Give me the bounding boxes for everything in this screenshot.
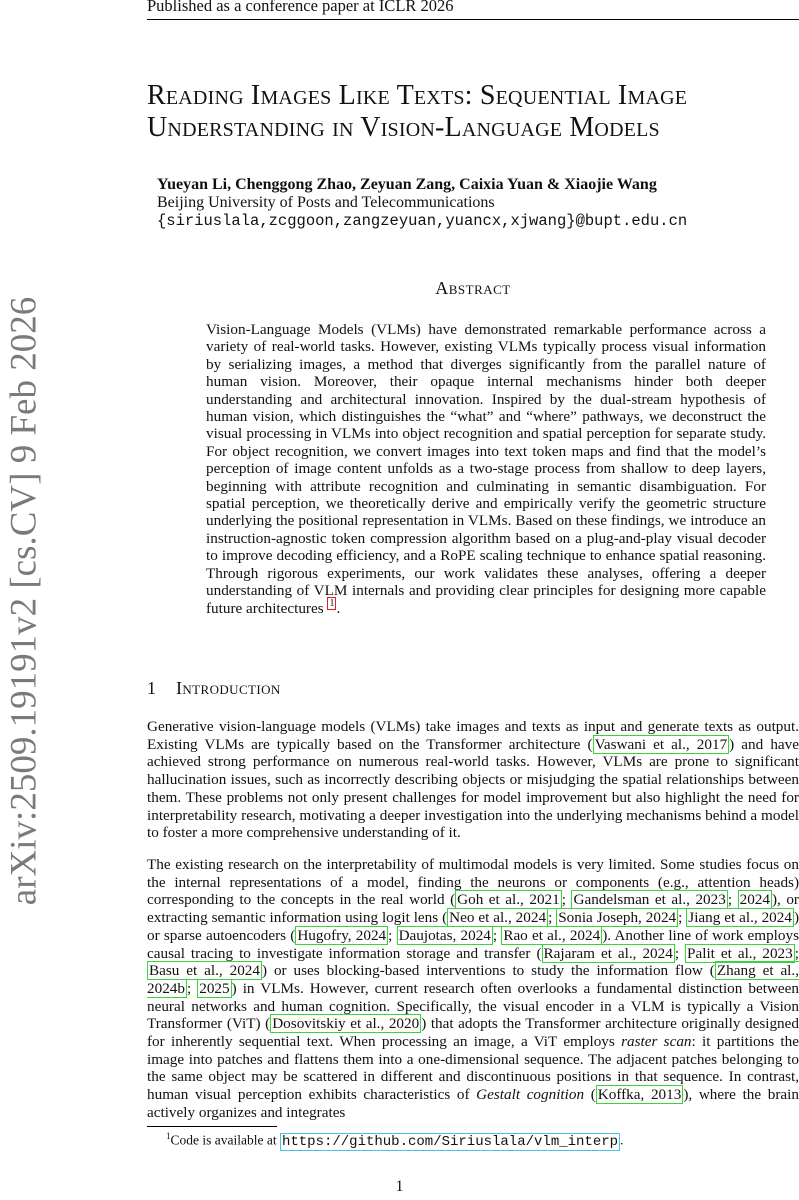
intro-paragraph-2 — [147, 856, 799, 1122]
citation-link[interactable]: Neo et al., 2024 — [449, 909, 547, 927]
abstract-end: . — [336, 599, 341, 617]
title-line-1: Reading Images Like Texts: Sequential Image — [147, 80, 688, 111]
affiliation: Beijing University of Posts and Telecommunications — [157, 194, 495, 211]
text-span: ; — [678, 909, 687, 927]
text-span: ) or sparse autoencoders ( — [147, 909, 799, 944]
text-span: ) and have achieved strong performance on numerous real-world tasks. However, VLMs are prone to significant hallucination issues, such as incorrectly describing objects or misjudging the spatial relationships between them. These problems not only present challenges for model improvement but also highlight the need for interpretability research, motivating a deeper investigation into the underlying mechanisms behind a model to foster a more comprehensive understanding of it. — [147, 735, 799, 842]
citation-link[interactable]: Daujotas, 2024 — [398, 926, 491, 944]
text-span: ; — [186, 979, 198, 997]
text-span: ). Another line of work employs causal tracing to investigate information storage and transfer ( — [147, 926, 799, 962]
code-url-link[interactable]: https://github.com/Siriuslala/vlm_interp — [281, 1133, 619, 1150]
text-span: ; — [492, 926, 502, 944]
author-emails: {siriuslala,zcggoon,zangzeyuan,yuancx,xjwang}@bupt.edu.cn — [157, 212, 688, 230]
arxiv-identifier: arXiv:2509.19191v2 [cs.CV] 9 Feb 2026 — [3, 296, 45, 906]
arxiv-sidebar — [0, 296, 48, 906]
text-span: ) that adopts the Transformer architecture originally designed for inherently sequential text. When processing an image, a ViT employs — [147, 1015, 799, 1051]
footnote-rule — [147, 1126, 277, 1127]
abstract-heading: Abstract — [435, 278, 511, 298]
citation-link[interactable]: Goh et al., 2021 — [457, 891, 560, 909]
text-span: Generative vision-language models (VLMs) take images and texts as input and generate texts as output. Existing VLMs are typically based on the Transformer architecture ( — [147, 718, 799, 753]
page-number: 1 — [395, 1178, 404, 1195]
footnote-link[interactable]: 1 — [329, 598, 335, 610]
abstract-body — [206, 321, 766, 617]
footnote-marker: 1 — [166, 1131, 171, 1141]
title-line-2: Understanding in Vision-Language Models — [147, 112, 660, 143]
citation-link[interactable]: Basu et al., 2024 — [149, 962, 260, 980]
citation-link[interactable]: Gandelsman et al., 2023 — [573, 891, 726, 909]
abstract-text: Vision-Language Models (VLMs) have demonstrated remarkable performance across a variety of real-world tasks. However, existing VLMs typically process visual information by serializing images, a method that diverges significantly from the parallel nature of human vision. Moreover, their opaque internal mechanisms hinder both deeper understanding and architectural innovation. Inspired by the dual-stream hypothesis of human vision, which distinguishes the “what” and “where” pathways, we deconstruct the visual processing in VLMs into object recognition and spatial perception for separate study. For object recognition, we convert images into text token maps and find that the model’s perception of image content unfolds as a two-stage process from shallow to deep layers, beginning with attribute recognition and culminating in semantic disambiguation. For spatial perception, we theoretically derive and empirically verify the geometric structure underlying the positional representation in VLMs. Based on these findings, we introduce an instruction-agnostic token compression algorithm based on a plug-and-play visual decoder to improve decoding efficiency, and a RoPE scaling technique to enhance spatial reasoning. Through rigorous experiments, our work validates these analyses, offering a deeper understanding of VLM internals and providing clear principles for designing more capable future architectures — [206, 321, 766, 617]
text-span: ; — [674, 944, 686, 962]
citation-link[interactable]: Dosovitskiy et al., 2020 — [272, 1015, 420, 1033]
text-span: ), where the brain actively organizes and integrates — [147, 1086, 799, 1121]
citation-link[interactable]: Palit et al., 2023 — [687, 944, 793, 962]
citation-link[interactable]: Jiang et al., 2024 — [688, 909, 792, 927]
citation-link[interactable]: Rajaram et al., 2024 — [543, 944, 673, 962]
footnote-end: . — [620, 1132, 624, 1148]
intro-paragraph-1 — [147, 718, 799, 842]
citation-link[interactable]: Zhang et al., 2024b — [147, 962, 799, 997]
header-rule — [147, 19, 799, 20]
emphasis: Gestalt cognition — [476, 1086, 585, 1104]
citation-link[interactable]: Koffka, 2013 — [597, 1086, 682, 1104]
text-span: ), or extracting semantic information using logit lens ( — [147, 891, 799, 927]
text-span: ; — [561, 891, 572, 909]
text-span: ) in VLMs. However, current research often overlooks a fundamental distinction between neural networks and human cognition. Specifically, the visual encoder in a VLM is typically a Vision Transformer (ViT) ( — [147, 979, 799, 1033]
citation-link[interactable]: 2025 — [199, 979, 230, 997]
emphasis: raster scan — [621, 1033, 692, 1051]
section-title: Introduction — [176, 678, 281, 698]
citation-link[interactable]: Vaswani et al., 2017 — [594, 735, 728, 753]
author-list: Yueyan Li, Chenggong Zhao, Zeyuan Zang, Caixia Yuan & Xiaojie Wang — [157, 176, 657, 193]
paper-title — [147, 80, 799, 144]
citation-link[interactable]: Rao et al., 2024 — [503, 926, 601, 944]
text-span: ; — [794, 944, 799, 962]
citation-link[interactable]: Sonia Joseph, 2024 — [558, 909, 677, 927]
citation-link[interactable]: Hugofry, 2024 — [297, 926, 387, 944]
text-span: ( — [584, 1086, 596, 1104]
running-header: Published as a conference paper at ICLR 2026 — [147, 0, 454, 15]
footnote-text: Code is available at — [170, 1132, 280, 1148]
text-span: ) or uses blocking-based interventions to study the information flow ( — [261, 962, 715, 980]
text-span: ; — [548, 909, 557, 927]
citation-link[interactable]: 2024 — [739, 891, 770, 909]
footnote — [166, 1131, 623, 1150]
text-span: ; — [388, 926, 397, 944]
section-number: 1 — [147, 678, 157, 698]
text-span: : it partitions the image into patches and flattens them into a one-dimensional sequence. The adjacent patches belonging to the same object may be scattered in different and discontinuous positions in that sequence. In contrast, human visual perception exhibits characteristics of — [147, 1033, 799, 1104]
text-span: The existing research on the interpretability of multimodal models is very limited. Some studies focus on the internal representations of a model, finding the neurons or components (e.g., attention heads) corresponding to the concepts in the real world ( — [147, 856, 799, 909]
section-heading — [147, 678, 281, 699]
text-span: ; — [727, 891, 738, 909]
